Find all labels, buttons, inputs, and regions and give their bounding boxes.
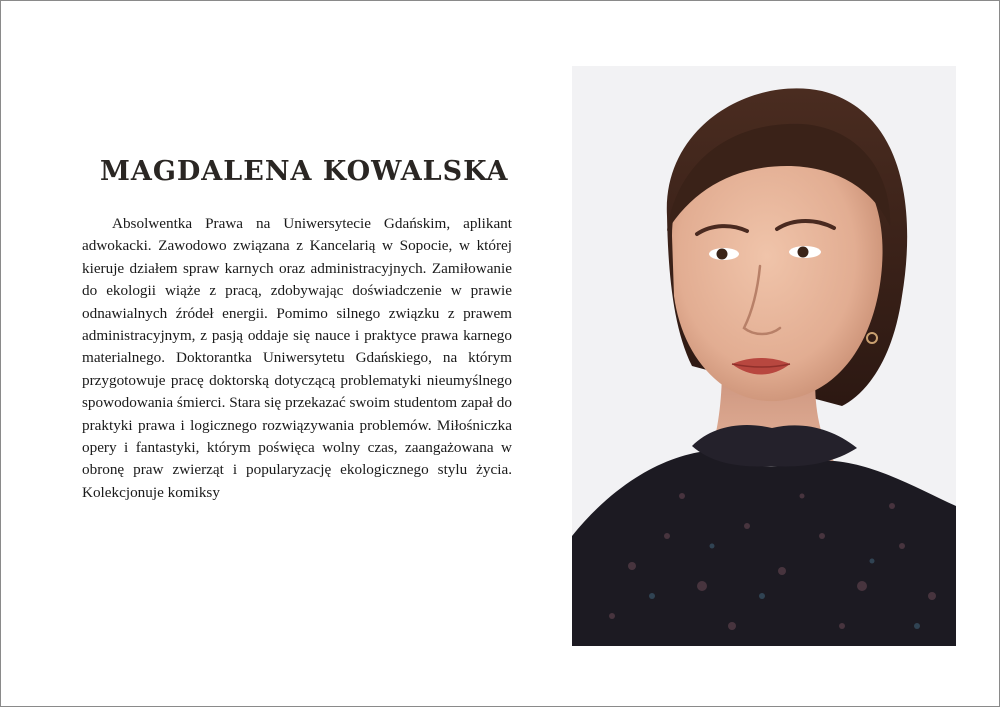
person-name-heading: MAGDALENA KOWALSKA: [100, 156, 509, 188]
portrait-photo: [572, 66, 956, 646]
portrait-illustration: [572, 66, 956, 646]
biography-text: Absolwentka Prawa na Uniwersytecie Gdańskim, aplikant adwokacki. Zawodowo związana z Kancelarią w Sopocie, w której kieruje działem spraw karnych oraz administracyjnych. Zamiłowanie do ekologii wiąże z pracą, zdobywając doświadczenie w prawie odnawialnych źródeł energii. Pomimo silnego związku z prawem administracyjnym, z pasją oddaje się nauce i praktyce prawa karnego materialnego. Doktorantka Uniwersytetu Gdańskiego, na którym przygotowuje pracę doktorską dotyczącą problematyki nieumyślnego spowodowania śmierci. Stara się przekazać swoim studentom zapał do praktyki prawa i logicznego rozwiązywania problemów. Miłośniczka opery i fantastyki, którym poświęca wolny czas, zaangażowana w obronę praw zwierząt i popularyzację ekologicznego stylu życia. Kolekcjonuje komiksy: [82, 215, 512, 501]
